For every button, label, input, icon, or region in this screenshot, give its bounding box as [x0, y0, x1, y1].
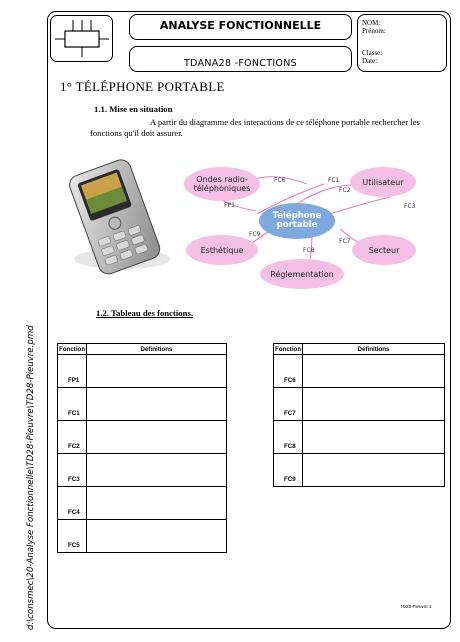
link-label-fc9: FC9	[249, 231, 261, 238]
prenom-field-label: Prénom:	[362, 26, 386, 35]
student-id-box	[357, 14, 447, 72]
link-label-fp1: FP1	[224, 202, 235, 209]
node-esthetique: Esthétique	[186, 235, 258, 265]
function-code: FC1	[58, 388, 87, 421]
file-path-text: d:\consmec\20-Analyse Fonctionnelle\TD28-Pieuvre\TD28-Pieuvre.pmd	[26, 325, 36, 630]
function-code: FC6	[274, 355, 303, 388]
document-title: ANALYSE FONCTIONNELLE	[129, 14, 352, 40]
document-subtitle: TDANA28 -FONCTIONS	[129, 46, 352, 72]
node-reglementation: Réglementation	[260, 259, 344, 289]
definition-cell[interactable]	[303, 388, 445, 421]
functions-table-left	[57, 343, 227, 553]
node-ondes: Ondes radio-téléphoniques	[184, 167, 260, 201]
definition-cell[interactable]	[87, 520, 227, 553]
link-label-fc7: FC7	[339, 238, 351, 245]
table-row	[58, 388, 227, 421]
function-code: FP1	[58, 355, 87, 388]
table-row	[274, 421, 445, 454]
interaction-diagram	[52, 147, 432, 297]
header-fonction: Fonction	[59, 345, 86, 353]
subsection-title-table: 1.2. Tableau des fonctions.	[96, 308, 194, 318]
table-row	[58, 454, 227, 487]
section-title: 1° TÉLÉPHONE PORTABLE	[60, 79, 225, 94]
functions-table-right	[273, 343, 445, 487]
definition-cell[interactable]	[303, 454, 445, 487]
node-utilisateur: Utilisateur	[350, 167, 416, 197]
function-code: FC9	[274, 454, 303, 487]
function-code: FC4	[58, 487, 87, 520]
table-row	[274, 355, 445, 388]
link-label-fc6: FC6	[274, 177, 286, 184]
link-label-fc8: FC8	[303, 247, 315, 254]
function-code: FC3	[58, 454, 87, 487]
definition-cell[interactable]	[87, 421, 227, 454]
classe-field-label: Classe:	[362, 49, 383, 57]
definition-cell[interactable]	[87, 454, 227, 487]
table-row	[58, 487, 227, 520]
function-code: FC7	[274, 388, 303, 421]
date-field-label: Date:	[362, 56, 378, 65]
link-label-fc3: FC3	[404, 203, 416, 210]
definition-cell[interactable]	[87, 487, 227, 520]
link-label-fc1: FC1	[328, 177, 340, 184]
subsection-title-situation: 1.1. Mise en situation	[94, 104, 173, 114]
nom-field-label: NOM:	[362, 19, 381, 27]
page-footer: TD28-Pieuvre 1	[400, 604, 432, 609]
header-definitions: Définitions	[303, 344, 445, 355]
intro-line-2: fonctions qu'il doit assurer.	[90, 128, 183, 138]
table-row	[58, 355, 227, 388]
function-block-icon	[51, 16, 112, 61]
table-row	[58, 421, 227, 454]
file-path-margin	[12, 300, 40, 630]
intro-line-1: A partir du diagramme des interactions de ce téléphone portable rechercher les	[150, 117, 420, 127]
table-row	[58, 520, 227, 553]
node-secteur: Secteur	[352, 235, 416, 265]
header-definitions: Définitions	[87, 344, 227, 355]
definition-cell[interactable]	[87, 388, 227, 421]
table-row	[274, 388, 445, 421]
function-code: FC5	[58, 520, 87, 553]
header-fonction: Fonction	[275, 345, 302, 353]
intro-paragraph	[90, 117, 430, 139]
link-label-fc2: FC2	[339, 187, 351, 194]
table-row	[274, 454, 445, 487]
function-code: FC2	[58, 421, 87, 454]
definition-cell[interactable]	[303, 355, 445, 388]
definition-cell[interactable]	[87, 355, 227, 388]
node-telephone: Téléphone portable	[259, 203, 335, 239]
logo-box	[50, 15, 113, 62]
function-code: FC8	[274, 421, 303, 454]
definition-cell[interactable]	[303, 421, 445, 454]
